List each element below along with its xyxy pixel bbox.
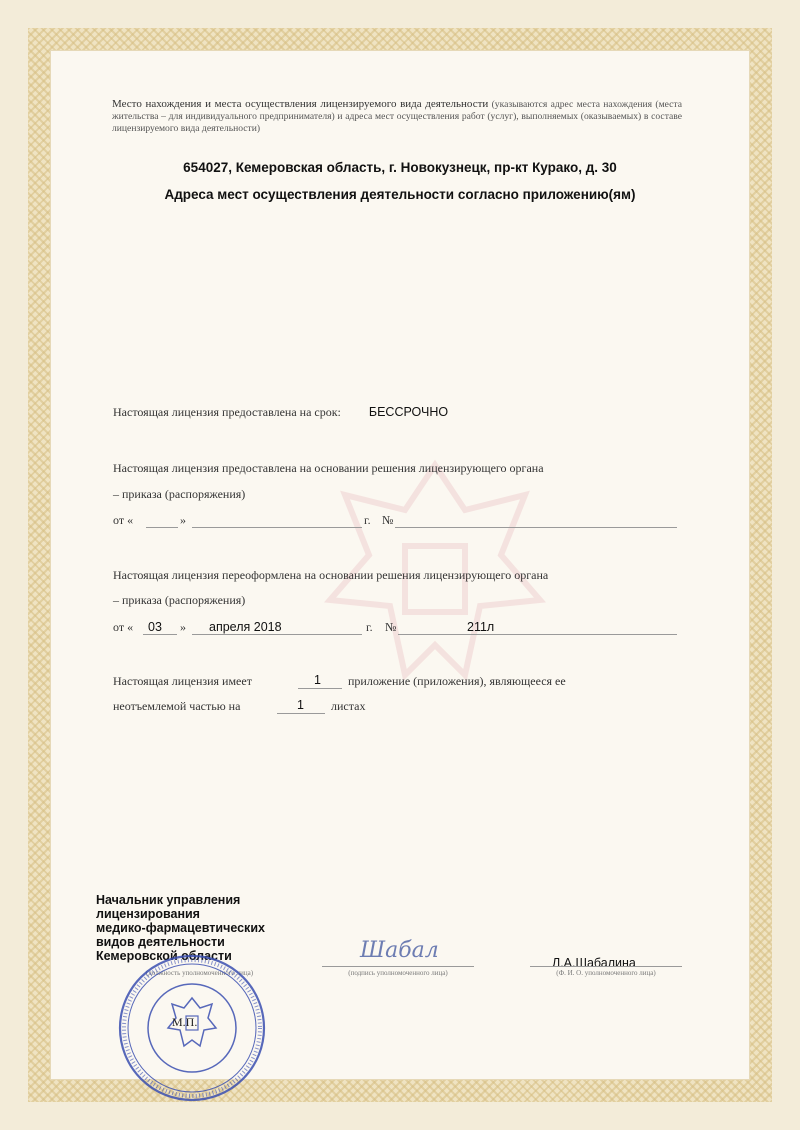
reissue-quote-close: »	[180, 620, 186, 634]
appendix-text4: листах	[331, 699, 366, 713]
reissue-line2: – приказа (распоряжения)	[113, 593, 246, 607]
appendix-text2: приложение (приложения), являющееся ее	[348, 674, 566, 688]
appendix-text1: Настоящая лицензия имеет	[113, 674, 252, 688]
appendix-sheets-field	[277, 713, 325, 714]
location-header	[112, 98, 682, 135]
reissue-day: 03	[148, 620, 162, 634]
header-note: (указываются адрес места нахождения (места жительства – для индивидуального предпринимателя) и адреса мест осуществления работ (услуг), выполняемых (оказываемых) в составе лицензируемого вида деятельности)	[112, 99, 682, 134]
position-line2: лицензирования	[96, 907, 200, 921]
signature: Шабал	[360, 938, 439, 963]
reissue-year-label: г.	[366, 620, 373, 634]
basis-from-label: от «	[113, 513, 134, 527]
reissue-no-label: №	[385, 620, 397, 634]
reissue-from-label: от «	[113, 620, 134, 634]
reissue-date-field	[192, 634, 362, 635]
reissue-number-field	[398, 634, 677, 635]
signature-caption: (подпись уполномоченного лица)	[348, 969, 448, 977]
basis-line2: – приказа (распоряжения)	[113, 487, 246, 501]
basis-number-field	[395, 527, 677, 528]
term-value: БЕССРОЧНО	[368, 405, 449, 419]
basis-quote-close: »	[180, 513, 186, 527]
position-caption: (должность уполномоченного лица)	[145, 969, 254, 977]
seal-label: М.П.	[172, 1015, 198, 1029]
appendix-count: 1	[314, 673, 321, 687]
name-caption: (Ф. И. О. уполномоченного лица)	[556, 969, 656, 977]
basis-no-label: №	[382, 513, 394, 527]
reissue-line1: Настоящая лицензия переоформлена на основании решения лицензирующего органа	[113, 568, 549, 582]
appendix-count-field	[298, 688, 342, 689]
term-label: Настоящая лицензия предоставлена на срок:	[113, 405, 341, 419]
reissue-day-field	[143, 634, 177, 635]
position-line5: Кемеровской области	[96, 949, 232, 963]
basis-day-field	[146, 527, 178, 528]
appendix-text3: неотъемлемой частью на	[113, 699, 241, 713]
appendix-sheets: 1	[297, 698, 304, 712]
signature-field	[322, 966, 474, 967]
reissue-number: 211л	[467, 620, 495, 634]
term-line	[113, 405, 448, 420]
reissue-month-year: апреля 2018	[209, 620, 282, 634]
position-line4: видов деятельности	[96, 935, 225, 949]
basis-date-field	[192, 527, 362, 528]
places-address: Адреса мест осуществления деятельности согласно приложению(ям)	[164, 187, 636, 202]
name-field	[530, 966, 682, 967]
main-address: 654027, Кемеровская область, г. Новокузнецк, пр-кт Курако, д. 30	[183, 160, 617, 175]
header-title: Место нахождения и места осуществления лицензируемого вида деятельности	[112, 98, 489, 110]
signatory-name: Л.А.Шабалина	[552, 956, 636, 970]
basis-line1: Настоящая лицензия предоставлена на основании решения лицензирующего органа	[113, 461, 544, 475]
position-line1: Начальник управления	[96, 893, 241, 907]
basis-year-label: г.	[364, 513, 371, 527]
position-line3: медико-фармацевтических	[96, 921, 265, 935]
